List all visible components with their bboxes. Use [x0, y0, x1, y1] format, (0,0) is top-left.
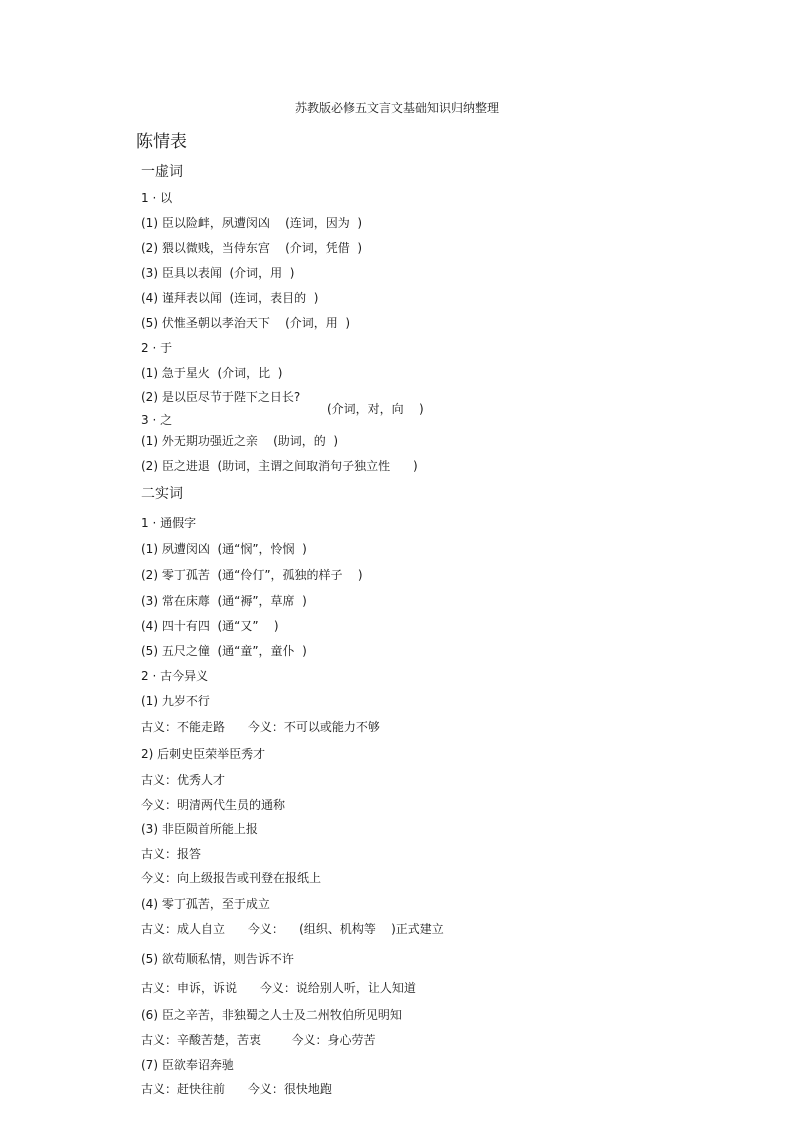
heading-shici: 二实词 — [141, 486, 183, 502]
gujin-7: (7) 臣欲奉诏奔驰 — [141, 1058, 234, 1072]
tongjia-2: (2) 零丁孤苦 (通“伶仃”，孤独的样子 ) — [141, 568, 363, 582]
gujin-2: 2) 后刺史臣荣举臣秀才 — [141, 747, 266, 761]
document-title: 苏教版必修五文言文基础知识归纳整理 — [294, 101, 499, 115]
subheading-yu: 2 · 于 — [141, 341, 173, 355]
gujin-3-jin: 今义：向上级报告或刊登在报纸上 — [141, 871, 322, 885]
subheading-zhi: 3 · 之 — [141, 413, 173, 427]
tongjia-5: (5) 五尺之僮 (通“童”，童仆 ) — [141, 644, 307, 658]
gujin-5-meaning: 古义：申诉，诉说 今义：说给别人听，让人知道 — [141, 981, 416, 995]
xuci-yu-1: (1) 急于星火 (介词，比 ) — [141, 366, 283, 380]
gujin-3-gu: 古义：报答 — [141, 847, 202, 861]
gujin-1: (1) 九岁不行 — [141, 694, 210, 708]
xuci-zhi-1: (1) 外无期功强近之亲 (助词，的 ) — [141, 434, 339, 448]
gujin-2-gu: 古义：优秀人才 — [141, 773, 226, 787]
xuci-yi-4: (4) 谨拜表以闻 (连词，表目的 ) — [141, 291, 319, 305]
gujin-6: (6) 臣之辛苦，非独蜀之人士及二州牧伯所见明知 — [141, 1008, 402, 1022]
gujin-3: (3) 非臣陨首所能上报 — [141, 822, 258, 836]
annotation-yu-2: (介词，对，向 ) — [327, 402, 424, 416]
gujin-4: (4) 零丁孤苦，至于成立 — [141, 897, 270, 911]
gujin-2-jin: 今义：明清两代生员的通称 — [141, 798, 286, 812]
xuci-yi-1: (1) 臣以险衅，夙遭闵凶 (连词，因为 ) — [141, 216, 363, 230]
gujin-1-meaning: 古义：不能走路 今义：不可以或能力不够 — [141, 720, 380, 734]
xuci-yi-2: (2) 猥以微贱，当侍东宫 (介词，凭借 ) — [141, 241, 363, 255]
xuci-yi-3: (3) 臣具以表闻 (介词，用 ) — [141, 266, 295, 280]
gujin-7-meaning: 古义：赶快往前 今义：很快地跑 — [141, 1082, 332, 1096]
xuci-yu-2: (2) 是以臣尽节于陛下之日长? — [141, 390, 301, 404]
section-title: 陈情表 — [136, 132, 187, 152]
gujin-4-meaning: 古义：成人自立 今义： (组织、机构等 )正式建立 — [141, 922, 444, 936]
subheading-gujin: 2 · 古今异义 — [141, 669, 209, 683]
xuci-zhi-2: (2) 臣之进退 (助词，主谓之间取消句子独立性 ) — [141, 459, 418, 473]
heading-xuci: 一虚词 — [141, 164, 183, 180]
subheading-yi: 1 · 以 — [141, 191, 173, 205]
gujin-6-meaning: 古义：辛酸苦楚，苦衷 今义：身心劳苦 — [141, 1033, 376, 1047]
tongjia-4: (4) 四十有四 (通“又” ) — [141, 619, 279, 633]
tongjia-3: (3) 常在床蓐 (通“褥”，草席 ) — [141, 594, 307, 608]
xuci-yi-5: (5) 伏惟圣朝以孝治天下 (介词，用 ) — [141, 316, 351, 330]
gujin-5: (5) 欲苟顺私情，则告诉不许 — [141, 952, 294, 966]
tongjia-1: (1) 夙遭闵凶 (通“悯”，怜悯 ) — [141, 542, 307, 556]
subheading-tongjiazi: 1 · 通假字 — [141, 516, 197, 530]
